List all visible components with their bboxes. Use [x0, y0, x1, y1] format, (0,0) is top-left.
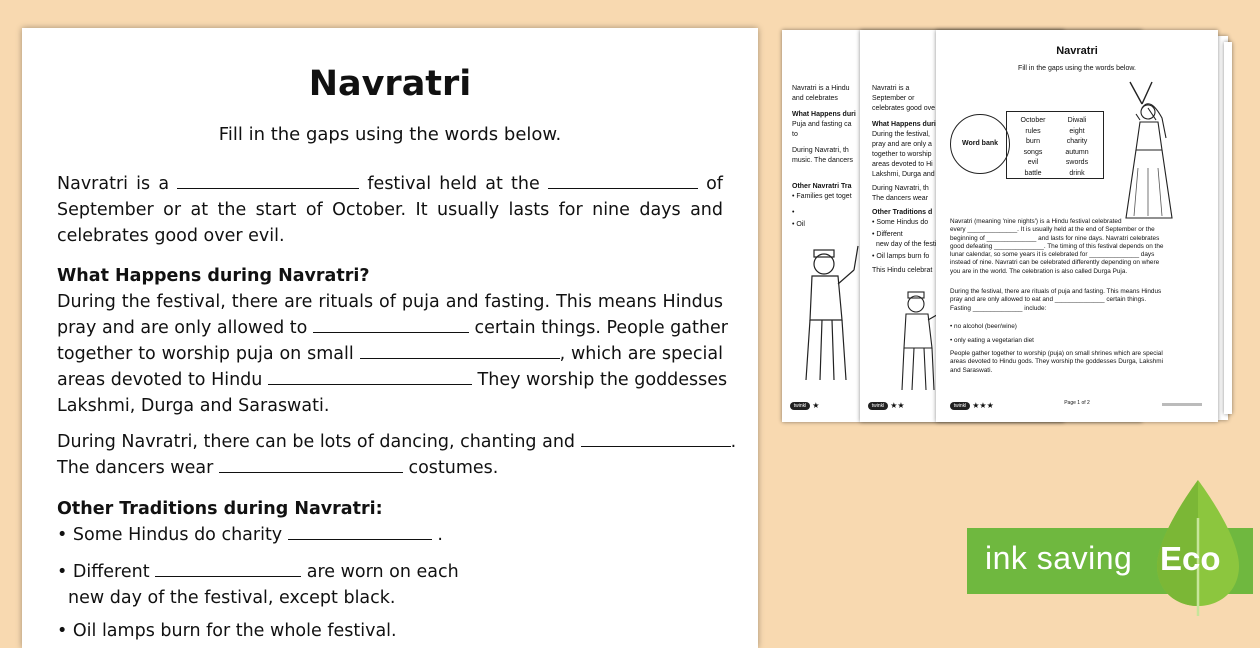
text-line: •	[792, 209, 795, 216]
word-bank-word: eight	[1069, 127, 1085, 135]
text-line: and Saraswati.	[950, 366, 993, 374]
text-span: pray and are only allowed to	[57, 318, 308, 338]
text-line: Puja and fasting ca	[792, 121, 852, 128]
text-line: What Happens duri	[872, 121, 936, 128]
text-line: beginning of ______________ and lasts for nine days. Navratri celebrates	[950, 234, 1160, 242]
word-bank-word: songs	[1023, 148, 1043, 156]
word-bank-word: charity	[1066, 138, 1088, 145]
twinkl-logo-icon: twinkl	[790, 402, 810, 410]
difficulty-stars: ★★★	[972, 401, 994, 410]
answer-blank	[177, 172, 359, 189]
text-line: September or	[872, 95, 915, 102]
text-line: During the festival, there are rituals of puja and fasting. This means Hindus	[950, 288, 1162, 295]
word-bank-word: autumn	[1065, 148, 1089, 156]
text-span: .	[437, 525, 443, 545]
word-bank-word: battle	[1024, 169, 1042, 177]
text-span: certain things. People gather	[474, 318, 728, 338]
text-line: pray and are only allowed to eat and ______________ certain things.	[950, 296, 1147, 304]
page-edge	[1224, 42, 1232, 414]
page-subtitle: Fill in the gaps using the words below.	[218, 124, 562, 145]
text-line: good defeating ______________. The timing of this festival depends on the	[950, 242, 1164, 250]
text-line: pray and are only a	[872, 141, 932, 148]
text-line: • only eating a vegetarian diet	[950, 337, 1034, 344]
text-line: together to worship	[872, 151, 932, 158]
traditions-list-item-3	[57, 618, 723, 644]
text-line: lunar calendar, so some years it is celebrated for ______________ days	[950, 251, 1155, 259]
eco-label: Eco	[1160, 540, 1221, 577]
text-span: They worship the goddesses	[477, 370, 728, 390]
text-line: This Hindu celebrat	[872, 267, 933, 274]
text-line: • Oil lamps burn fo	[872, 253, 930, 260]
boy-illustration-icon	[802, 240, 862, 390]
text-line: areas devoted to Hindu gods. They worship the goddesses Durga, Lakshmi	[950, 358, 1164, 366]
word-bank-word: October	[1020, 117, 1046, 124]
word-bank-column-left	[1013, 116, 1053, 179]
text-line: • Oil	[792, 221, 805, 228]
footer-url-line	[1162, 403, 1202, 406]
text-line: • no alcohol (beer/wine)	[950, 323, 1017, 330]
text-span: During Navratri, there can be lots of dancing, chanting and	[57, 432, 576, 452]
answer-blank	[268, 368, 472, 385]
answer-blank	[581, 430, 731, 447]
word-bank-word: swords	[1065, 159, 1089, 166]
text-span: • Some Hindus do charity	[57, 525, 283, 545]
difficulty-stars: ★	[812, 401, 820, 410]
thumb-paragraph-1	[950, 218, 1163, 276]
text-line: What Happens duri	[792, 111, 856, 118]
text-line: • Different	[872, 231, 903, 238]
text-line: new day of the festival, except black.	[68, 588, 396, 608]
word-bank-word: burn	[1025, 138, 1040, 145]
text-span: The dancers wear	[57, 458, 214, 478]
text-line: The dancers wear	[872, 195, 929, 202]
text-line: you are in the world. The celebration is also called Durga Puja.	[950, 267, 1128, 275]
traditions-list	[57, 522, 723, 548]
text-line: During the festival, there are rituals of puja and fasting. This means Hindus	[57, 292, 723, 312]
text-line: • Some Hindus do	[872, 219, 929, 226]
text-line: Navratri (meaning 'nine nights') is a Hindu festival celebrated	[950, 218, 1122, 225]
text-line: Navratri is a Hindu	[792, 85, 850, 92]
twinkl-logo-icon: twinkl	[950, 402, 970, 410]
text-line: Other Traditions d	[872, 209, 933, 216]
thumb-footer	[868, 401, 905, 410]
text-span: costumes.	[408, 458, 499, 478]
thumb-title: Navratri	[1056, 45, 1098, 57]
word-bank-word: Diwali	[1067, 117, 1087, 124]
word-bank-column-right	[1057, 116, 1097, 179]
page-title: Navratri	[308, 64, 472, 104]
thumb-footer	[790, 401, 819, 410]
text-span: Navratri is a	[57, 174, 170, 194]
text-line: Other Navratri Tra	[792, 183, 852, 190]
difficulty-stars: ★★	[890, 401, 905, 410]
text-line: Lakshmi, Durga and	[872, 171, 935, 178]
text-span: are worn on each	[306, 562, 459, 582]
text-line: Fasting ______________ include:	[950, 304, 1047, 312]
text-span: of	[706, 174, 723, 194]
puja-paragraph	[57, 289, 728, 419]
section-heading-what-happens: What Happens during Navratri?	[57, 266, 370, 286]
text-span: .	[730, 432, 737, 452]
text-span: together to worship puja on small	[57, 344, 354, 364]
girl-dancer-illustration-icon	[1108, 78, 1190, 228]
text-line: new day of the festi	[876, 241, 937, 248]
word-bank-word: drink	[1069, 169, 1085, 177]
word-bank-word: rules	[1025, 127, 1041, 135]
traditions-list-item-2	[57, 559, 723, 611]
text-line: People gather together to worship (puja) on small shrines which are special	[950, 350, 1163, 357]
text-line: to	[792, 131, 798, 138]
text-line: areas devoted to Hi	[872, 161, 933, 168]
text-span: festival held at the	[367, 174, 540, 194]
answer-blank	[548, 172, 698, 189]
text-line: During the festival,	[872, 131, 930, 138]
section-heading-other-traditions: Other Traditions during Navratri:	[57, 499, 383, 519]
word-bank-word: evil	[1027, 159, 1039, 166]
word-bank-label: Word bank	[950, 114, 1010, 174]
text-span: , which are special	[559, 344, 723, 364]
text-line: During Navratri, th	[872, 185, 929, 192]
text-line: every ______________. It is usually held at the end of September or the	[950, 226, 1155, 234]
text-line: and celebrates	[792, 95, 838, 102]
text-line: • Oil lamps burn for the whole festival.	[57, 621, 397, 641]
twinkl-logo-icon: twinkl	[868, 402, 888, 410]
intro-paragraph	[57, 171, 723, 249]
text-line: Navratri is a	[872, 85, 910, 92]
thumbnail-page-3-stars[interactable]	[936, 30, 1218, 422]
thumb-paragraph-3	[950, 350, 1163, 375]
thumb-paragraph-2	[950, 288, 1161, 313]
text-line: September or at the start of October. It usually lasts for nine days and	[57, 200, 723, 220]
answer-blank	[288, 523, 432, 540]
text-line: Lakshmi, Durga and Saraswati.	[57, 396, 330, 416]
word-bank-box	[1006, 111, 1104, 179]
page-number: Page 1 of 2	[1064, 400, 1090, 406]
thumb-subtitle: Fill in the gaps using the words below.	[1018, 65, 1136, 72]
text-line: music. The dancers	[792, 157, 853, 164]
text-line: instead of nine. Navratri can be celebrated differently depending on where	[950, 259, 1160, 267]
answer-blank	[219, 456, 403, 473]
text-line: celebrates good over evil.	[57, 226, 285, 246]
text-line: celebrates good ove	[872, 105, 936, 112]
text-span: • Different	[57, 562, 150, 582]
text-line: During Navratri, th	[792, 147, 849, 154]
ink-saving-text: ink saving	[985, 540, 1133, 576]
text-line: • Families get toget	[792, 193, 852, 200]
answer-blank	[360, 342, 560, 359]
dancing-paragraph	[57, 429, 737, 481]
worksheet-page	[22, 28, 758, 648]
answer-blank	[155, 560, 301, 577]
answer-blank	[313, 316, 469, 333]
text-span: areas devoted to Hindu	[57, 370, 263, 390]
